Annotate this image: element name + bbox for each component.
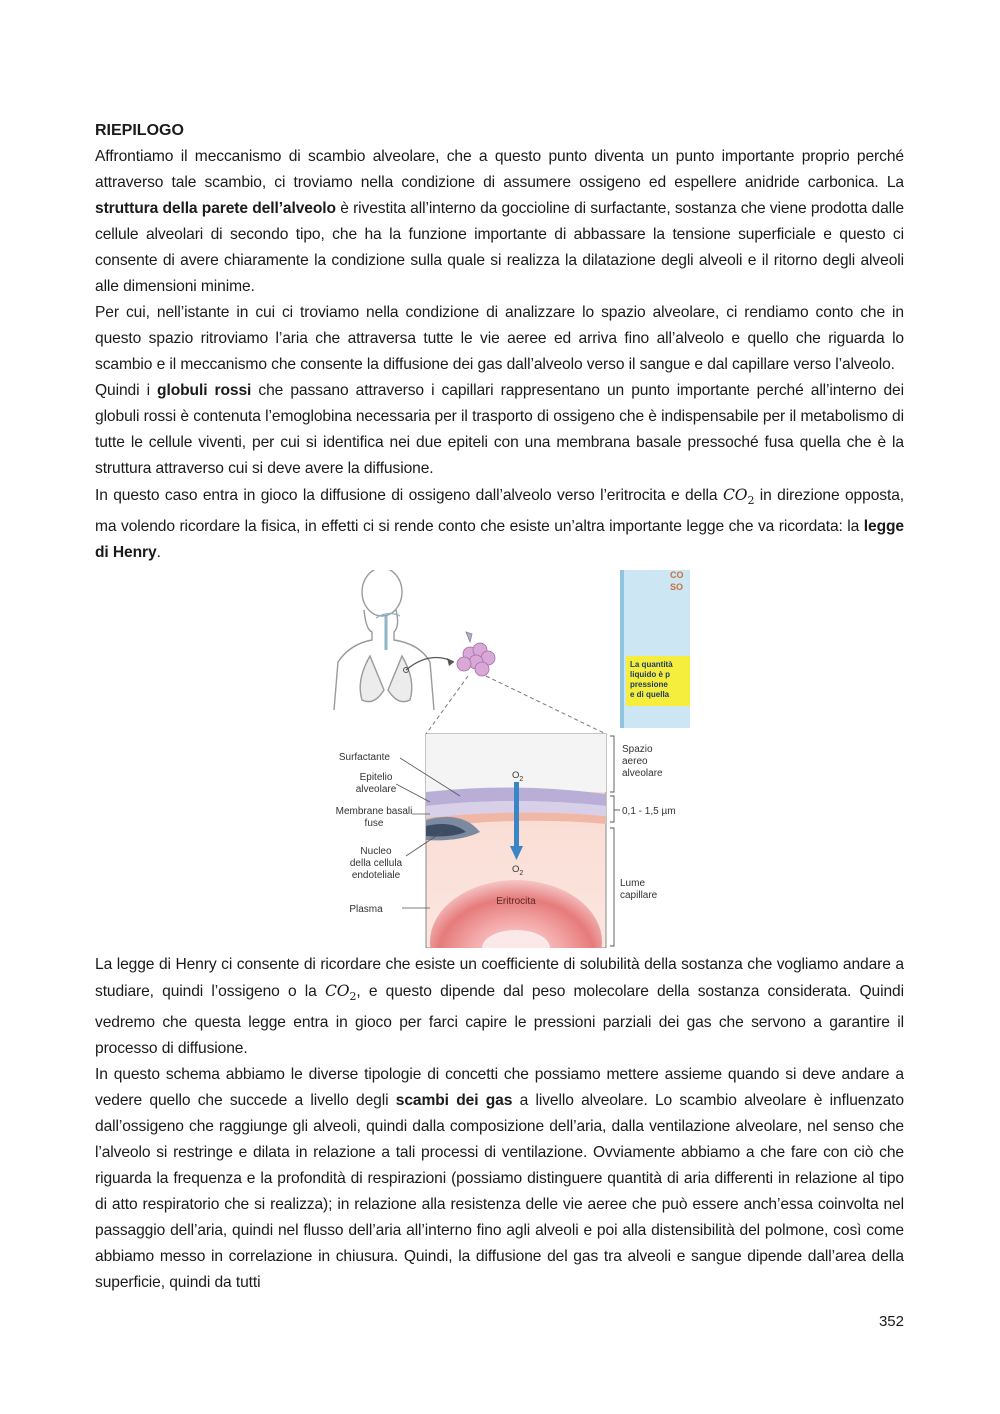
human-silhouette-icon xyxy=(334,570,434,710)
alveolar-diagram xyxy=(330,570,690,948)
label-epithelium-2: alveolare xyxy=(355,784,397,796)
o2-bottom-label: $O_2$ xyxy=(512,864,524,878)
p4-text-a: In questo caso entra in gioco la diffusione di ossigeno dall’alveolo verso l’eritrocita e della xyxy=(95,487,723,504)
o2-top-label: $O_2$ xyxy=(512,770,524,784)
p5-text-c: , e questo dipende dal peso molecolare della sostanza considerata. Quindi vedremo che questa legge entra in gioco per farci capire le pressioni parziali dei gas che servono a garantire il processo di diffusione. xyxy=(95,983,904,1058)
side-box-text-1: CO xyxy=(670,570,684,581)
paragraph-3 xyxy=(95,378,904,482)
p5-text-a: La legge di Henry ci consente di ricordare che esiste un coefficiente di solubilità della sostanza che vogliamo andare a studiare, quindi l’ossigeno o la xyxy=(95,956,904,1001)
label-lumen-1: Lume xyxy=(620,878,646,890)
co2-formula-2-sub: 2 xyxy=(349,990,357,1004)
label-air-3: alveolare xyxy=(622,768,663,780)
section-heading: RIEPILOGO xyxy=(95,122,184,139)
paragraph-1 xyxy=(95,144,904,300)
p3-text-c: che passano attraverso i capillari rappresentano un punto importante perché all’interno dei globuli rossi è contenuta l’emoglobina necessaria per il trasporto di ossigeno che è indispensabile per il metabolismo di tutte le cellule viventi, per cui si identifica nei due epiteli con una membrana basale pressoché fusa quella che è la struttura attraverso cui si deve avere la diffusione. xyxy=(95,382,904,477)
yellow-text-1: La quantità xyxy=(630,660,673,670)
label-nucleus-1: Nucleo xyxy=(360,846,392,858)
paragraph-5 xyxy=(95,952,904,1062)
p1-text-c: è rivestita all’interno da goccioline di surfactante, sostanza che viene prodotta dalle cellule alveolari di secondo tipo, che ha la funzione importante di abbassare la tensione superficiale e questo ci consente di avere chiaramente la condizione sulla quale si realizza la dilatazione degli alveoli e il ritorno degli alveoli alle dimensioni minime. xyxy=(95,200,904,295)
alveolar-membrane-figure xyxy=(330,570,690,948)
p6-bold: scambi dei gas xyxy=(395,1092,513,1110)
label-lumen-2: capillare xyxy=(620,890,658,902)
label-surfactant: Surfactante xyxy=(338,752,390,764)
erythrocyte-label: Eritrocita xyxy=(496,896,536,908)
p3-bold: globuli rossi xyxy=(157,382,252,399)
label-nucleus-3: endoteliale xyxy=(351,870,401,882)
co2-formula-base: CO xyxy=(722,486,748,504)
p4-bold: legge di Henry xyxy=(95,518,904,562)
p1-bold: struttura della parete dell’alveolo xyxy=(95,200,336,217)
co2-formula-2 xyxy=(324,982,357,1004)
label-thickness: 0,1 - 1,5 µm xyxy=(622,806,676,818)
label-membranes-2: fuse xyxy=(364,818,384,830)
p4-text-e: . xyxy=(156,544,161,562)
co2-formula-sub: 2 xyxy=(747,494,755,508)
paragraph-4 xyxy=(95,482,904,566)
label-plasma: Plasma xyxy=(349,904,383,916)
label-air-1: Spazio xyxy=(622,744,653,756)
p3-text-a: Quindi i xyxy=(95,382,158,399)
p6-text-a: In questo schema abbiamo le diverse tipologie di concetti che possiamo mettere assieme quando si deve andare a vedere quello che succede a livello degli xyxy=(95,1066,904,1110)
label-membranes-1: Membrane basali xyxy=(335,806,413,818)
label-epithelium-1: Epitelio xyxy=(359,772,393,784)
page-number: 352 xyxy=(878,1313,904,1330)
paragraph-2: Per cui, nell’istante in cui ci troviamo nella condizione di analizzare lo spazio alveolare, ci rendiamo conto che in questo spazio ritroviamo l’aria che attraversa tutte le vie aeree ed arriva fino all’alveolo e quello che riguarda lo scambio e il meccanismo che consente la diffusione dei gas dall’alveolo verso il sangue e dal capillare verso l’alveolo. xyxy=(95,304,904,373)
p1-text-a: Affrontiamo il meccanismo di scambio alveolare, che a questo punto diventa un punto importante proprio perché attraverso tale scambio, ci troviamo nella condizione di assumere ossigeno ed espellere anidride carbonica. La xyxy=(95,148,904,191)
paragraph-6 xyxy=(95,1062,904,1296)
yellow-text-2: liquido è p xyxy=(630,670,670,680)
yellow-text-3: pressione xyxy=(630,680,668,690)
side-box-text-2: SO xyxy=(670,582,684,593)
membrane-cross-section xyxy=(426,734,606,948)
yellow-text-4: e di quella xyxy=(630,690,670,700)
label-air-2: aereo xyxy=(622,756,648,768)
co2-formula-2-base: CO xyxy=(324,982,350,1001)
co2-formula xyxy=(722,486,755,508)
alveoli-cluster-icon xyxy=(457,632,495,676)
label-nucleus-2: della cellula xyxy=(349,858,403,870)
side-note-box xyxy=(620,570,690,728)
right-brackets xyxy=(610,736,620,946)
page-content xyxy=(95,118,904,1296)
p6-text-c: a livello alveolare. Lo scambio alveolare è influenzato dall’ossigeno che raggiunge gli alveoli, quindi dalla composizione dell’aria, dalla ventilazione alveolare, nel senso che l’alveolo si restringe e dilata in relazione a tali processi di ventilazione. Ovviamente abbiamo a che fare con ciò che riguarda la frequenza e la profondità di respirazioni (possiamo distinguere quantità di aria differenti in relazione al tipo di atto respiratorio che si realizza); in relazione alla resistenza delle vie aeree che può essere anch’essa coinvolta nel passaggio dell’aria, quindi nel flusso dell’aria all’interno fino agli alveoli e poi alla distensibilità del polmone, così come abbiamo messo in correlazione in chiusura. Quindi, la diffusione del gas tra alveoli e sangue dipende dall’area della superficie, quindi da tutti xyxy=(95,1092,904,1292)
p4-text-c: in direzione opposta, ma volendo ricordare la fisica, in effetti ci si rende conto che esiste un’altra importante legge che va ricordata: la xyxy=(95,487,905,536)
